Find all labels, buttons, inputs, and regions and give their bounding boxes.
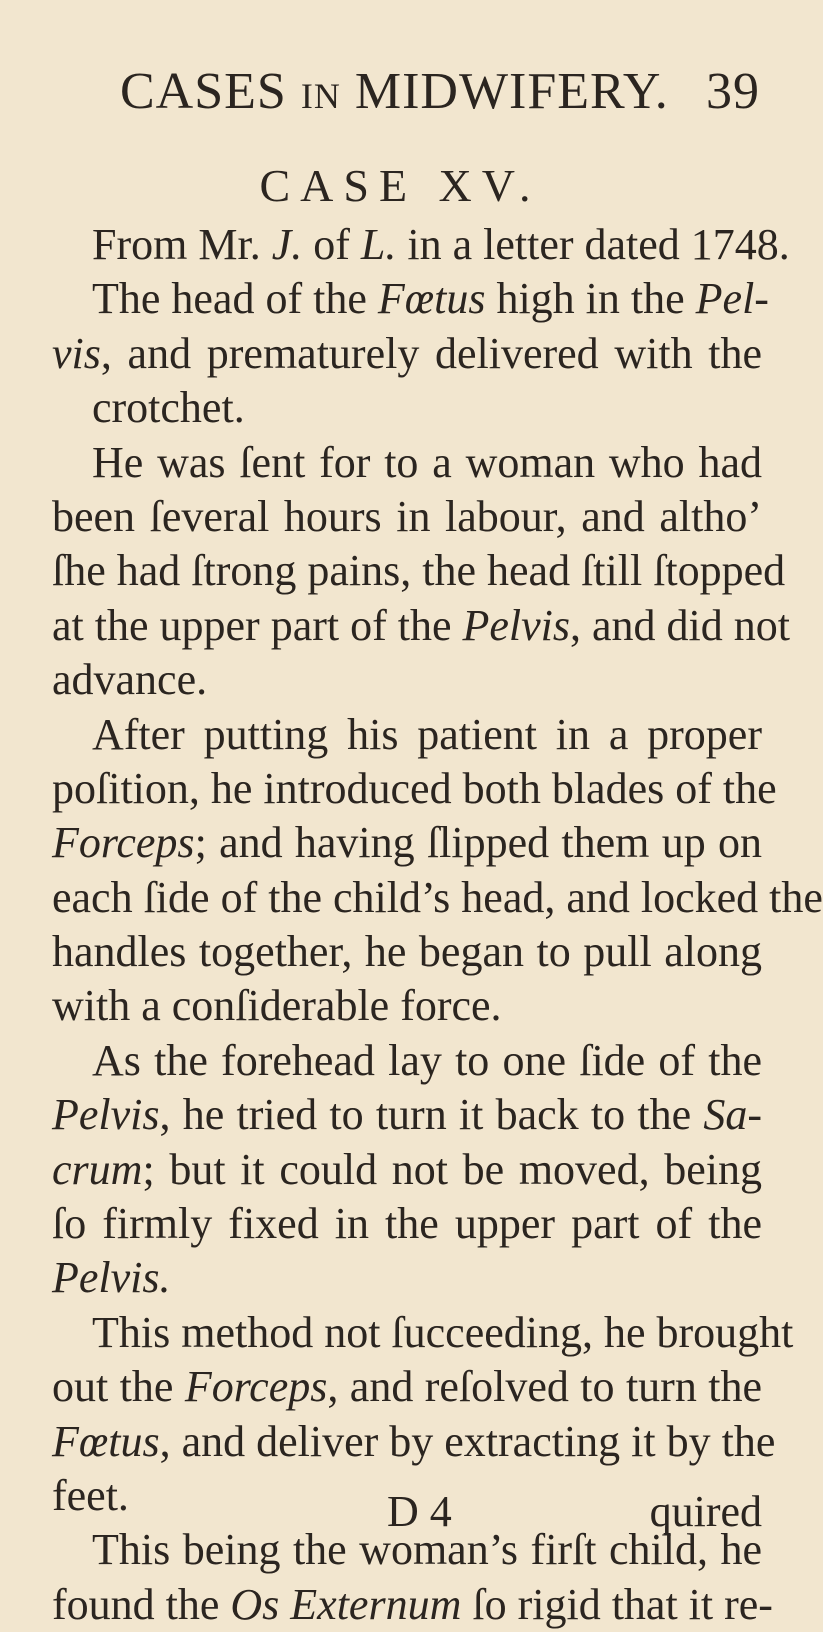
text-segment: ; and having ſlipped them up on [194,818,762,868]
text-segment: From Mr. [92,220,272,269]
text-segment: Os Externum [230,1579,462,1629]
text-segment: The head of the [92,274,378,324]
text-line [52,1197,762,1251]
text-segment: Pelvis [462,600,571,650]
text-line [52,653,762,707]
text-segment: at the upper part of the [52,600,463,650]
text-segment: each ſide of the child’s head, and locked the [52,872,823,922]
text-line [52,1578,773,1632]
text-segment: handles together, he began to pull along [52,927,762,977]
page-number: 39 [706,63,760,120]
text-segment: ; but it could not be moved, being [142,1144,762,1194]
text-line [52,599,791,653]
text-segment: Sa- [703,1090,762,1140]
header-title-part1: CASES [120,63,287,120]
text-line [52,1360,762,1414]
text-segment: ſhe had ſtrong pains, the head ſtill ſtopped [52,546,786,596]
text-segment: Pel- [695,274,769,324]
text-segment: poſition, he introduced both blades of the [52,763,777,813]
text-line [52,1143,762,1197]
text-segment: ſo rigid that it re- [461,1579,773,1629]
text-segment: crotchet. [92,383,245,433]
text-segment: ſo firmly fixed in the upper part of the [52,1199,762,1249]
text-segment: out the [52,1362,185,1412]
text-segment: Forceps [52,818,195,868]
text-segment: advance. [52,655,208,705]
text-line [52,544,786,598]
text-line [52,1251,762,1305]
text-line [52,871,823,925]
text-line [52,381,762,435]
text-segment: Pelvis. [52,1253,171,1303]
text-line [52,762,777,816]
text-line [52,816,762,870]
text-line [52,327,762,381]
text-line [52,272,769,326]
text-line [52,490,762,544]
text-segment: been ſeveral hours in labour, and altho’ [52,491,762,541]
catchword: quired [649,1487,762,1536]
text-line [52,1034,762,1088]
text-segment: in a letter dated 1748. [396,220,790,269]
text-segment: , and deliver by extracting it by the [159,1416,776,1466]
text-segment: , he tried to turn it back to the [159,1090,704,1140]
text-segment: J. [271,220,303,269]
body-text [52,218,823,1632]
header-title-part2: IN [300,76,341,116]
text-segment: with a conſiderable force. [52,981,502,1031]
running-header [120,62,760,122]
text-segment: high in the [485,274,696,324]
text-segment: Fœtus [52,1416,160,1466]
text-segment: He was ſent for to a woman who had [92,437,762,487]
text-segment: This being the woman’s firſt child, he [92,1525,762,1575]
text-line [52,979,762,1033]
text-line [52,1415,776,1469]
text-line [52,708,762,762]
text-line [52,925,762,979]
case-heading: CASE XV. [259,160,541,211]
text-line [52,436,762,490]
text-segment: Pelvis [52,1090,160,1140]
text-line [52,1306,794,1360]
text-segment: This method not ſucceeding, he brought [92,1307,794,1357]
text-segment: , and reſolved to turn the [327,1362,762,1412]
text-segment: of [302,220,361,269]
header-title-part3: MIDWIFERY. [354,63,669,120]
text-segment: L. [360,220,397,269]
text-segment: As the forehead lay to one ſide of the [92,1035,762,1085]
text-line [52,218,790,272]
signature-mark: D 4 [387,1487,452,1536]
text-segment: , and prematurely delivered with the [100,328,762,378]
text-segment: vis [52,328,101,378]
text-segment: Fœtus [377,274,486,324]
text-segment: Forceps [184,1362,328,1412]
text-segment: crum [52,1144,143,1194]
text-segment: found the [52,1579,231,1629]
text-segment: feet. [52,1470,129,1520]
text-segment: , and did not [570,600,791,650]
page-footer [52,1485,762,1539]
text-line [52,1088,762,1142]
text-segment: After putting his patient in a proper [92,709,762,759]
